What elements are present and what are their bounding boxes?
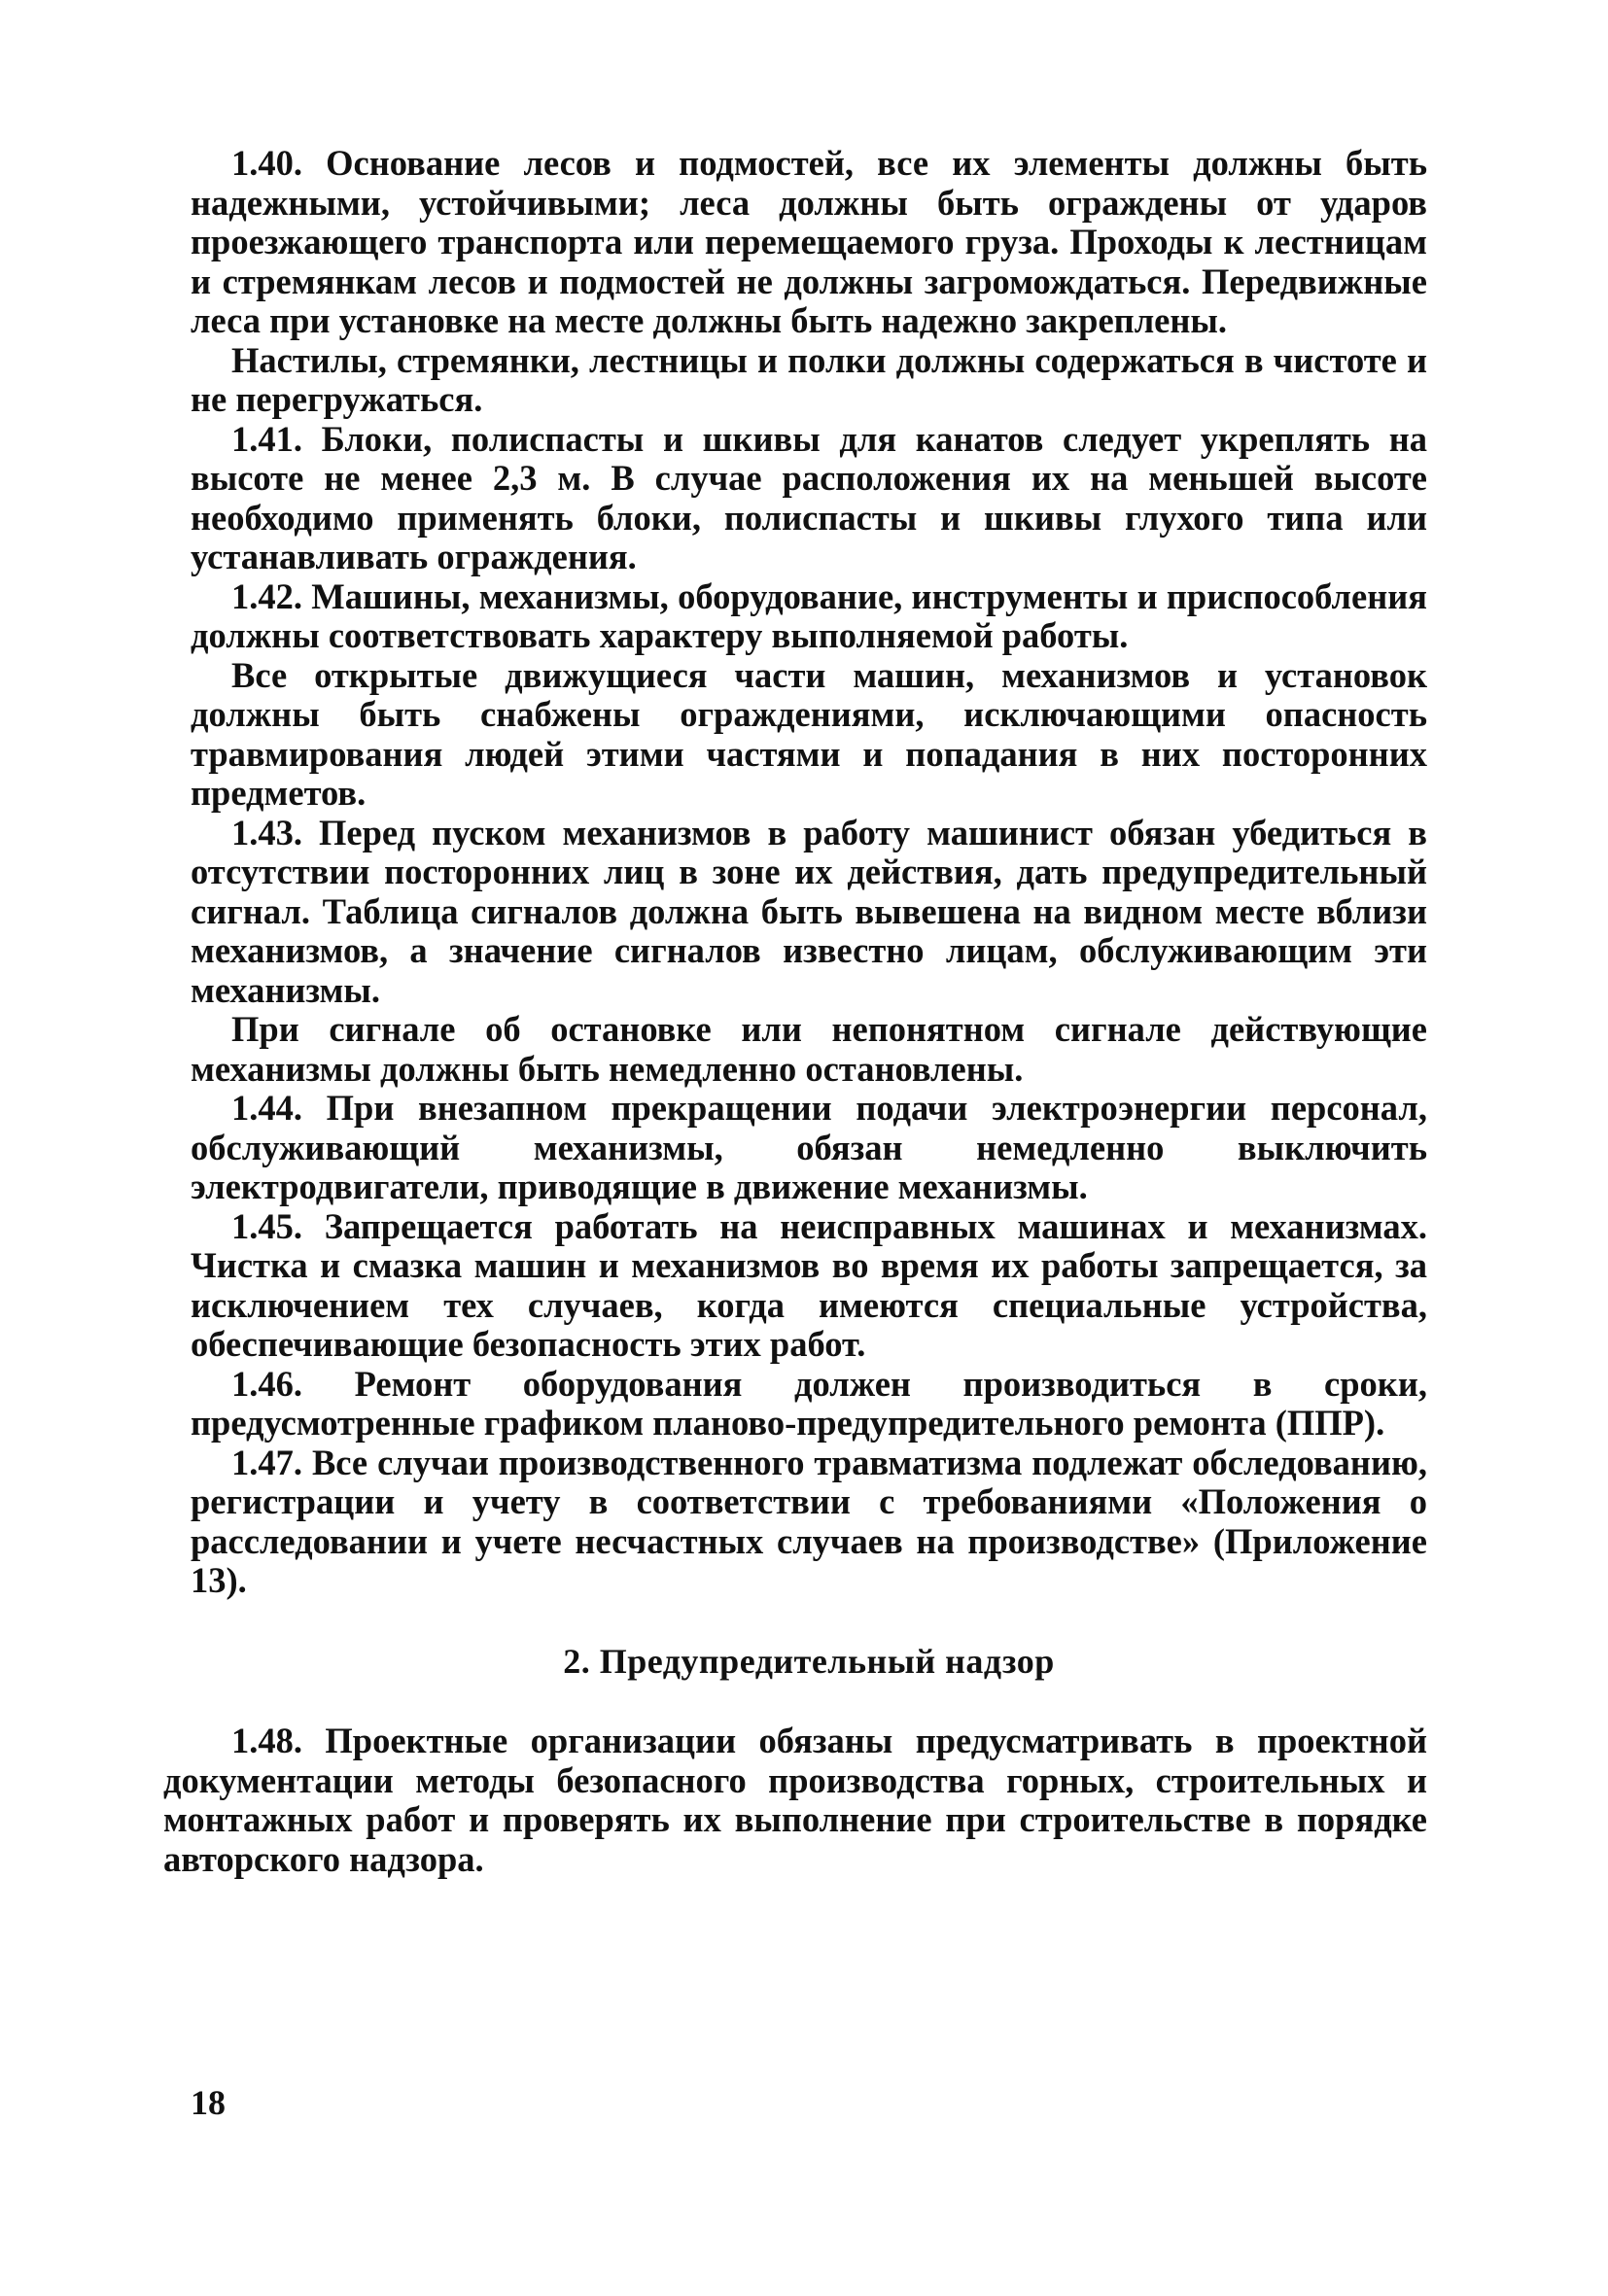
paragraph-1-44: 1.44. При внезапном прекращении подачи электроэнергии персонал, обслуживающий механизмы, обязан немедленно выключить электродвигатели, приводящие в движение механизмы. [191,1088,1427,1206]
paragraph-1-47: 1.47. Все случаи производственного травматизма подлежат обследованию, регистрации и учету в соответствии с требованиями «Положения о расследовании и учете несчастных случаев на производстве» (Приложение 13). [191,1442,1427,1600]
paragraph-1-46: 1.46. Ремонт оборудования должен производиться в сроки, предусмотренные графиком планово-предупредительного ремонта (ППР). [191,1363,1427,1443]
body-text [163,143,1427,1879]
paragraph-moving-parts: Все открытые движущиеся части машин, механизмов и установок должны быть снабжены ограждениями, исключающими опасность травмирования людей этими частями и попадания в них посторонних предметов. [191,654,1427,813]
section-heading: 2. Предупредительный надзор [563,1641,1055,1681]
paragraph-stop-signal: При сигнале об остановке или непонятном сигнале действующие механизмы должны быть немедленно остановлены. [191,1009,1427,1089]
paragraph-1-40: 1.40. Основание лесов и подмостей, все их элементы должны быть надежными, устойчивыми; леса должны быть ограждены от ударов проезжающего транспорта или перемещаемого груза. Проходы к лестницам и стремянкам лесов и подмостей не должны загромождаться. Передвижные леса при установке на месте должны быть надежно закреплены. [191,143,1427,340]
paragraph-1-43: 1.43. Перед пуском механизмов в работу машинист обязан убедиться в отсутствии посторонних лиц в зоне их действия, дать предупредительный сигнал. Таблица сигналов должна быть вывешена на видном месте вблизи механизмов, а значение сигналов известно лицам, обслуживающим эти механизмы. [191,812,1427,1010]
paragraph-1-42: 1.42. Машины, механизмы, оборудование, инструменты и приспособления должны соответствовать характеру выполняемой работы. [191,575,1427,655]
paragraph-1-41: 1.41. Блоки, полиспасты и шкивы для канатов следует укреплять на высоте не менее 2,3 м. В случае расположения их на меньшей высоте необходимо применять блоки, полиспасты и шкивы глухого типа или устанавливать ограждения. [191,418,1427,576]
paragraph-1-48: 1.48. Проектные организации обязаны предусматривать в проектной документации методы безопасного производства горных, строительных и монтажных работ и проверять их выполнение при строительстве в порядке авторского надзора. [163,1721,1427,1879]
page-number: 18 [191,2083,226,2122]
paragraph-platforms: Настилы, стремянки, лестницы и полки должны содержаться в чистоте и не перегружаться. [191,339,1427,419]
paragraph-1-45: 1.45. Запрещается работать на неисправных машинах и механизмах. Чистка и смазка машин и механизмов во время их работы запрещается, за исключением тех случаев, когда имеются специальные устройства, обеспечивающие безопасность этих работ. [191,1205,1427,1364]
